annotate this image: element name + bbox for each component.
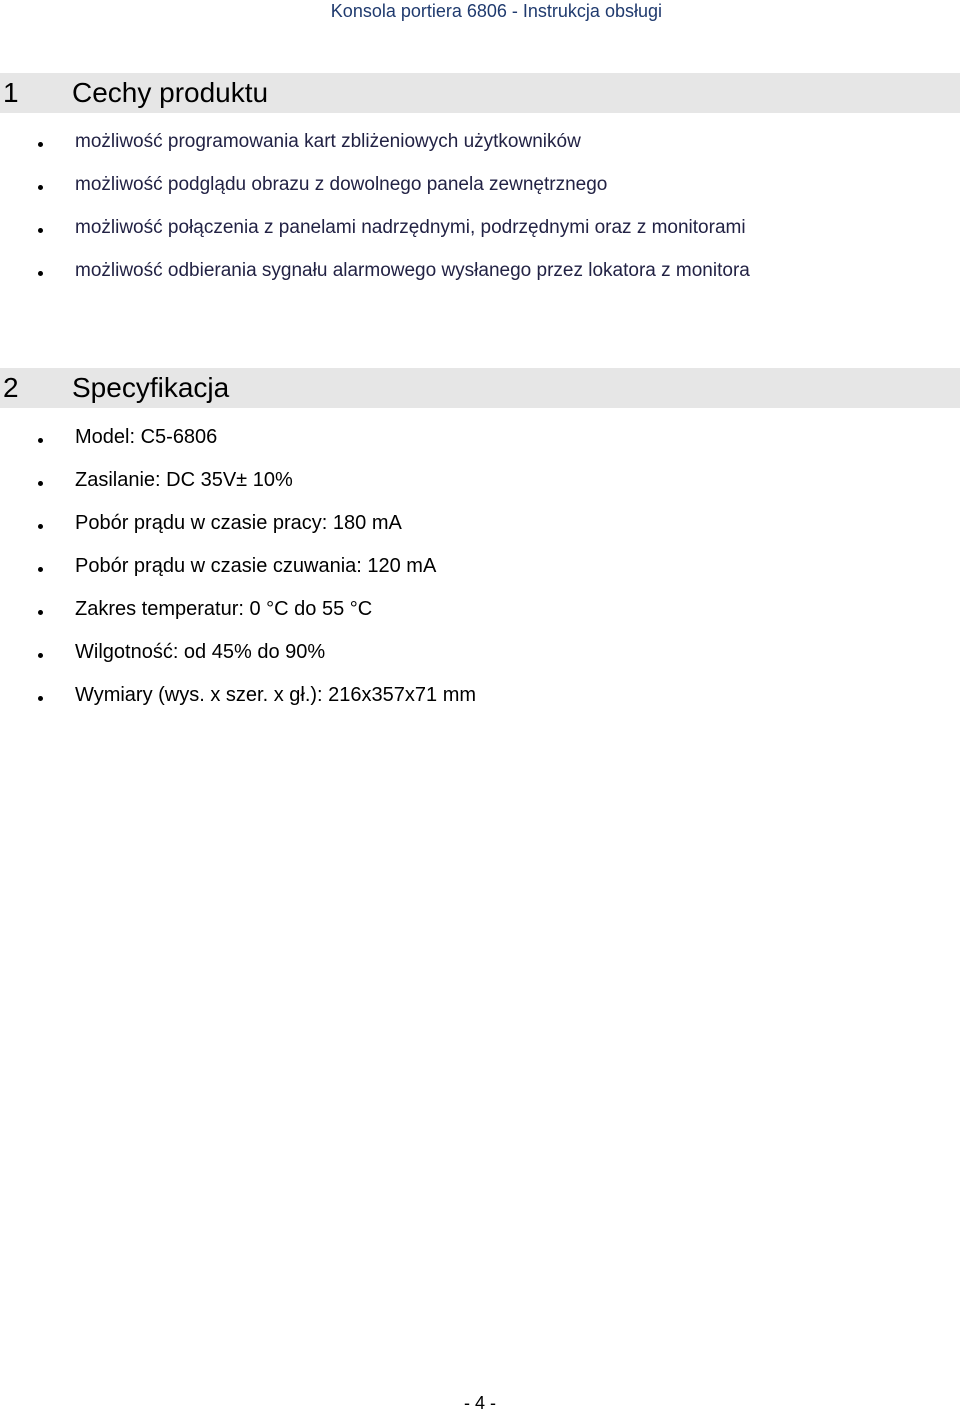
bullet-icon (38, 524, 43, 529)
section-title: Specyfikacja (72, 372, 230, 403)
list-item (0, 512, 960, 555)
list-item (0, 469, 960, 512)
bullet-icon (38, 696, 43, 701)
bullet-icon (38, 481, 43, 486)
section-heading-specification (0, 368, 960, 408)
list-item (0, 217, 960, 260)
section-heading-features (0, 73, 960, 113)
list-item-text: możliwość programowania kart zbliżeniowych użytkowników (75, 131, 581, 152)
list-item-text: Zasilanie: DC 35V± 10% (75, 469, 293, 491)
page-number: - 4 - (463, 1393, 496, 1413)
bullet-icon (38, 567, 43, 572)
list-item (0, 641, 960, 684)
list-item (0, 260, 960, 303)
bullet-icon (38, 653, 43, 658)
running-header-title: Konsola portiera 6806 - Instrukcja obsługi (330, 1, 662, 21)
list-item-text: Wymiary (wys. x szer. x gł.): 216x357x71 mm (75, 684, 477, 706)
bullet-icon (38, 228, 43, 233)
list-item (0, 131, 960, 174)
bullet-icon (38, 438, 43, 443)
section-title: Cechy produktu (72, 77, 269, 108)
list-item-text: możliwość połączenia z panelami nadrzędnymi, podrzędnymi oraz z monitorami (75, 217, 746, 238)
features-list (0, 131, 960, 303)
list-item-text: możliwość odbierania sygnału alarmowego wysłanego przez lokatora z monitora (75, 260, 750, 281)
list-item-text: możliwość podglądu obrazu z dowolnego panela zewnętrznego (75, 174, 608, 195)
list-item (0, 598, 960, 641)
list-item (0, 555, 960, 598)
list-item-text: Wilgotność: od 45% do 90% (75, 641, 326, 663)
list-item (0, 174, 960, 217)
bullet-icon (38, 185, 43, 190)
bullet-icon (38, 142, 43, 147)
list-item-text: Model: C5-6806 (75, 426, 218, 448)
list-item (0, 684, 960, 727)
specification-list (0, 426, 960, 727)
bullet-icon (38, 271, 43, 276)
bullet-icon (38, 610, 43, 615)
section-number: 1 (3, 77, 19, 108)
list-item-text: Pobór prądu w czasie pracy: 180 mA (75, 512, 402, 534)
list-item-text: Zakres temperatur: 0 °C do 55 °C (75, 598, 373, 620)
section-number: 2 (3, 372, 19, 403)
list-item-text: Pobór prądu w czasie czuwania: 120 mA (75, 555, 437, 577)
list-item (0, 426, 960, 469)
